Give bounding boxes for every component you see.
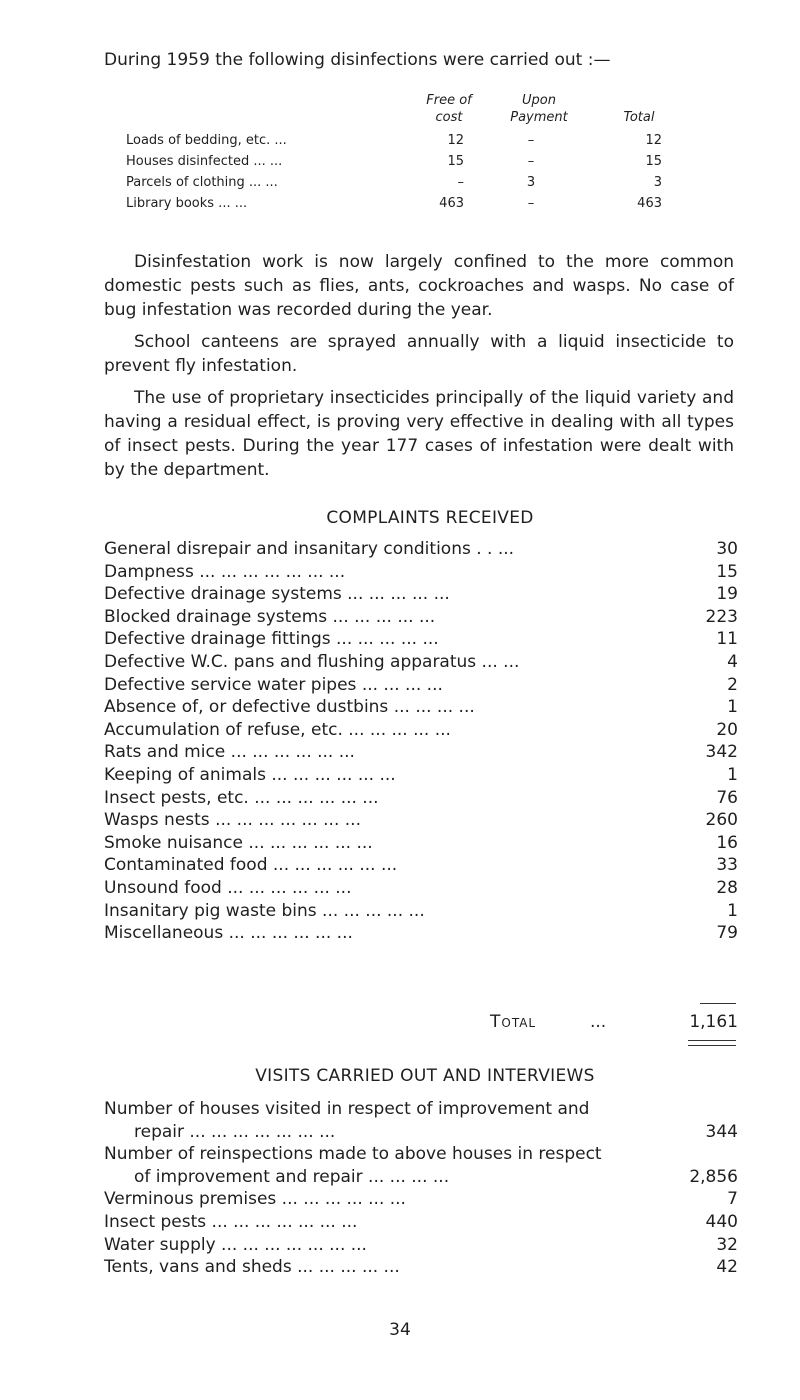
cell-total: 3 (653, 175, 662, 190)
visits-heading: VISITS CARRIED OUT AND INTERVIEWS (255, 1066, 595, 1086)
item-label: Insect pests, etc. ... ... ... ... ... ... (104, 787, 379, 808)
item-label: Contaminated food ... ... ... ... ... ... (104, 855, 398, 876)
item-label: Defective service water pipes ... ... ... ... (104, 674, 443, 695)
item-label: General disrepair and insanitary conditions . . ... (104, 539, 515, 559)
paragraph-insecticides: The use of proprietary insecticides principally of the liquid variety and having a residual effect, is proving very effective in dealing with all types of insect pests. During the year 177 cases of infestation were dealt with by the department. (104, 388, 734, 480)
disinfections-table-header (104, 92, 664, 130)
paragraph-school-canteens: School canteens are sprayed annually with a liquid insecticide to prevent fly infestation. (104, 332, 734, 376)
list-item (104, 628, 738, 651)
item-label: Number of houses visited in respect of improvement and (104, 1099, 590, 1119)
list-item (104, 696, 738, 719)
item-value: 11 (716, 629, 738, 650)
page-number: 34 (389, 1320, 411, 1340)
item-value: 1 (727, 900, 738, 921)
cell-total: 15 (645, 154, 662, 169)
total-label: Total (490, 1012, 537, 1032)
list-item (104, 922, 738, 945)
item-label-continued: repair ... ... ... ... ... ... ... (134, 1121, 336, 1142)
cell-free: 15 (447, 154, 464, 169)
list-item (104, 674, 738, 697)
list-item (104, 900, 738, 923)
item-label: Defective drainage systems ... ... ... ... ... (104, 584, 450, 605)
list-item (104, 719, 738, 742)
item-label: Keeping of animals ... ... ... ... ... ... (104, 764, 396, 785)
item-label: Miscellaneous ... ... ... ... ... ... (104, 923, 353, 944)
disinfections-table (104, 92, 664, 214)
cell-upon: – (527, 133, 535, 148)
item-label: Tents, vans and sheds ... ... ... ... ... (104, 1257, 400, 1278)
cell-upon: – (527, 154, 535, 169)
complaints-total (104, 1010, 738, 1034)
item-value: 28 (716, 877, 738, 898)
header-free-of-cost: Free of cost (426, 93, 472, 125)
paragraph-disinfestation: Disinfestation work is now largely confined to the more common domestic pests such as flies, ants, cockroaches and wasps. No case of bug infestation was recorded during the year. (104, 252, 734, 320)
header-total: Total (623, 110, 655, 125)
item-label: Insect pests ... ... ... ... ... ... ... (104, 1211, 358, 1232)
item-label: Water supply ... ... ... ... ... ... ... (104, 1234, 367, 1255)
item-value: 2 (727, 674, 738, 695)
cell-total: 12 (645, 133, 662, 148)
total-value: 1,161 (689, 1012, 738, 1032)
list-item (104, 651, 738, 674)
list-item (104, 1211, 738, 1234)
item-value: 344 (705, 1121, 738, 1142)
item-label: Absence of, or defective dustbins ... ... ... ... (104, 697, 475, 718)
item-value: 1 (727, 764, 738, 785)
visits-list (104, 1098, 738, 1279)
item-value: 2,856 (689, 1166, 738, 1187)
cell-total: 463 (637, 196, 662, 211)
item-label: Dampness ... ... ... ... ... ... ... (104, 561, 346, 582)
total-rule (700, 1003, 736, 1004)
list-item (104, 1188, 738, 1211)
cell-free: 463 (439, 196, 464, 211)
list-item (104, 854, 738, 877)
complaints-heading: COMPLAINTS RECEIVED (326, 508, 534, 528)
cell-free: 12 (447, 133, 464, 148)
total-dots: ... (590, 1012, 607, 1032)
table-row (104, 151, 664, 172)
list-item (104, 1143, 738, 1188)
item-label: Defective W.C. pans and flushing apparatus ... ... (104, 651, 520, 672)
list-item (104, 764, 738, 787)
list-item (104, 877, 738, 900)
list-item (104, 741, 738, 764)
item-value: 223 (705, 606, 738, 627)
item-value: 342 (705, 742, 738, 763)
item-value: 79 (716, 923, 738, 944)
intro-text: During 1959 the following disinfections were carried out :— (104, 50, 611, 70)
item-value: 440 (705, 1211, 738, 1232)
row-label: Loads of bedding, etc. ... (126, 133, 287, 148)
list-item (104, 606, 738, 629)
cell-upon: – (527, 196, 535, 211)
complaints-list (104, 538, 738, 945)
row-label: Parcels of clothing ... ... (126, 175, 278, 190)
item-label: Unsound food ... ... ... ... ... ... (104, 877, 352, 898)
item-label: Accumulation of refuse, etc. ... ... ... ... ... (104, 719, 451, 740)
total-double-rule (688, 1040, 736, 1046)
list-item (104, 538, 738, 561)
item-label: Number of reinspections made to above houses in respect (104, 1144, 602, 1165)
row-label: Houses disinfected ... ... (126, 154, 283, 169)
header-upon-payment: Upon Payment (510, 93, 568, 125)
list-item (104, 809, 738, 832)
item-value: 4 (727, 651, 738, 672)
table-row (104, 130, 664, 151)
item-label: Verminous premises ... ... ... ... ... ... (104, 1189, 406, 1210)
item-value: 19 (716, 584, 738, 605)
item-value: 260 (705, 810, 738, 831)
item-label: Wasps nests ... ... ... ... ... ... ... (104, 810, 361, 831)
row-label: Library books ... ... (126, 196, 248, 211)
item-value: 42 (716, 1257, 738, 1278)
item-value: 16 (716, 832, 738, 853)
item-value: 32 (716, 1234, 738, 1255)
item-value: 7 (727, 1189, 738, 1210)
list-item (104, 787, 738, 810)
list-item (104, 1098, 738, 1143)
item-label: Insanitary pig waste bins ... ... ... ... ... (104, 900, 425, 921)
cell-free: – (457, 175, 464, 190)
item-label: Blocked drainage systems ... ... ... ... ... (104, 606, 436, 627)
item-value: 30 (716, 539, 738, 559)
item-value: 76 (716, 787, 738, 808)
item-value: 15 (716, 561, 738, 582)
list-item (104, 1256, 738, 1279)
item-label: Defective drainage fittings ... ... ... ... ... (104, 629, 439, 650)
list-item (104, 583, 738, 606)
item-value: 33 (716, 855, 738, 876)
item-label-continued: of improvement and repair ... ... ... ... (134, 1166, 450, 1187)
list-item (104, 561, 738, 584)
item-label: Rats and mice ... ... ... ... ... ... (104, 742, 355, 763)
list-item (104, 832, 738, 855)
table-row (104, 193, 664, 214)
item-label: Smoke nuisance ... ... ... ... ... ... (104, 832, 373, 853)
cell-upon: 3 (526, 175, 536, 190)
item-value: 20 (716, 719, 738, 740)
list-item (104, 1234, 738, 1257)
table-row (104, 172, 664, 193)
item-value: 1 (727, 697, 738, 718)
